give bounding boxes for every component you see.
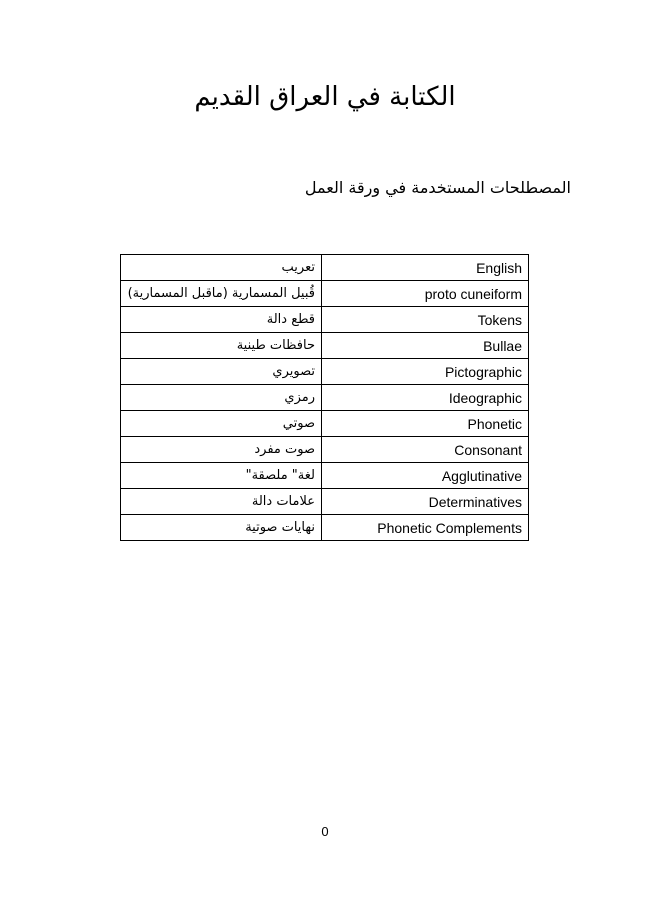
table-row — [121, 515, 529, 541]
table-row — [121, 489, 529, 515]
arabic-term-cell: لغة" ملصقة" — [121, 463, 322, 489]
english-term-cell: Agglutinative — [322, 463, 529, 489]
section-subtitle: المصطلحات المستخدمة في ورقة العمل — [304, 178, 571, 197]
arabic-term-cell: نهايات صوتية — [121, 515, 322, 541]
english-term-cell: proto cuneiform — [322, 281, 529, 307]
english-term-cell: English — [322, 255, 529, 281]
arabic-term-cell: قطع دالة — [121, 307, 322, 333]
page-title: الكتابة في العراق القديم — [194, 82, 456, 112]
arabic-term-cell: تصويري — [121, 359, 322, 385]
terms-table — [120, 254, 529, 541]
english-term-cell: Pictographic — [322, 359, 529, 385]
table-row — [121, 255, 529, 281]
arabic-term-cell: حافظات طينية — [121, 333, 322, 359]
table-row — [121, 437, 529, 463]
arabic-term-cell: رمزي — [121, 385, 322, 411]
arabic-term-cell: صوتي — [121, 411, 322, 437]
table-row — [121, 333, 529, 359]
english-term-cell: Determinatives — [322, 489, 529, 515]
english-term-cell: Phonetic — [322, 411, 529, 437]
table-row — [121, 307, 529, 333]
table-row — [121, 359, 529, 385]
table-row — [121, 281, 529, 307]
table-row — [121, 385, 529, 411]
arabic-term-cell: قُبيل المسمارية (ماقبل المسمارية) — [121, 281, 322, 307]
arabic-term-cell: علامات دالة — [121, 489, 322, 515]
english-term-cell: Bullae — [322, 333, 529, 359]
english-term-cell: Consonant — [322, 437, 529, 463]
english-term-cell: Ideographic — [322, 385, 529, 411]
table-row — [121, 411, 529, 437]
arabic-term-cell: صوت مفرد — [121, 437, 322, 463]
table-row — [121, 463, 529, 489]
arabic-term-cell: تعريب — [121, 255, 322, 281]
english-term-cell: Phonetic Complements — [322, 515, 529, 541]
page-number: 0 — [321, 824, 329, 839]
english-term-cell: Tokens — [322, 307, 529, 333]
